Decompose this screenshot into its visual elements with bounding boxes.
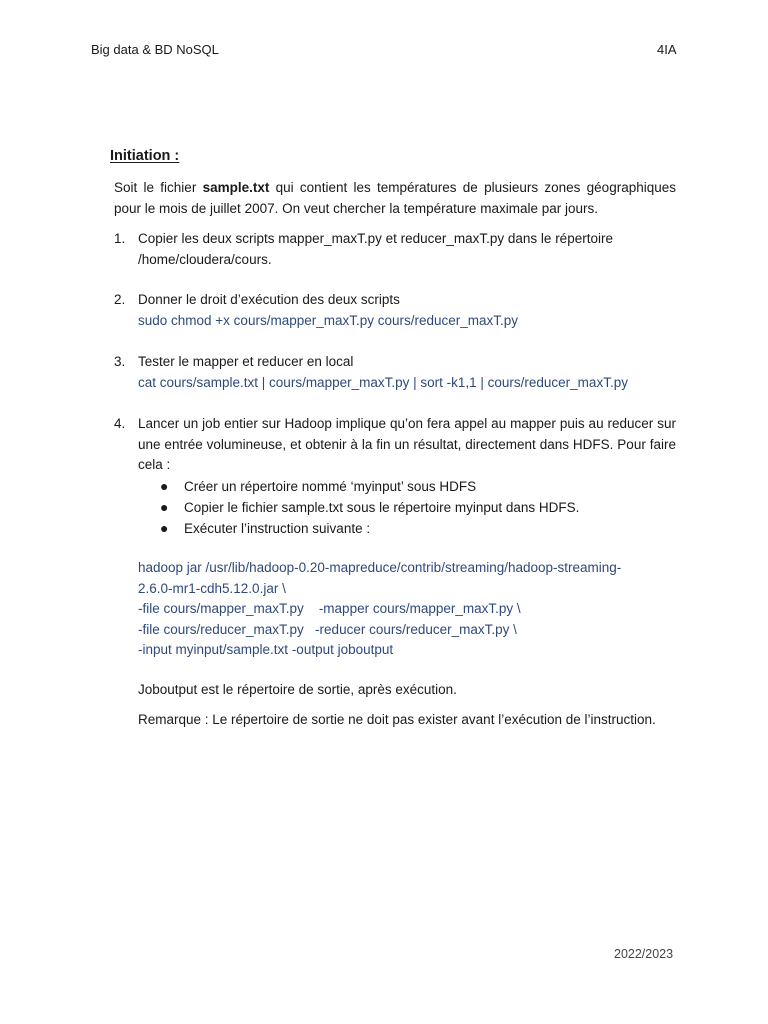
bullet-icon: ● xyxy=(160,519,169,536)
footer-year: 2022/2023 xyxy=(614,947,674,961)
list-item: ● Exécuter l’instruction suivante : xyxy=(138,518,676,539)
code-line: hadoop jar /usr/lib/hadoop-0.20-mapreduce/contrib/streaming/hadoop-streaming- xyxy=(138,560,622,575)
code-line: -file cours/mapper_maxT.py -mapper cours/mapper_maxT.py \ xyxy=(138,601,521,616)
intro-filename: sample.txt xyxy=(202,180,270,195)
remark-note: Remarque : Le répertoire de sortie ne doit pas exister avant l’exécution de l’instruction. xyxy=(138,712,656,727)
section-title: Initiation : xyxy=(110,148,180,164)
step-number: 1. xyxy=(114,231,126,246)
local-test-command: cat cours/sample.txt | cours/mapper_maxT.py | sort -k1,1 | cours/reducer_maxT.py xyxy=(138,374,628,390)
output-dir-note: Joboutput est le répertoire de sortie, après exécution. xyxy=(138,682,457,697)
step-4-text: Lancer un job entier sur Hadoop implique qu’on fera appel au mapper puis au reducer sur une entrée volumineuse, et obtenir à la fin un résultat, directement dans HDFS. Pour faire cela : xyxy=(138,416,676,472)
intro-prefix: Soit le fichier xyxy=(114,180,203,195)
step-1-line1: Copier les deux scripts mapper_maxT.py et reducer_maxT.py dans le répertoire xyxy=(138,231,613,246)
header-course-title: Big data & BD NoSQL xyxy=(91,42,219,57)
bullet-icon: ● xyxy=(160,498,169,515)
step-3-text: Tester le mapper et reducer en local xyxy=(138,354,354,369)
bullet-icon: ● xyxy=(160,477,169,494)
step-4-bullet-list xyxy=(138,476,676,539)
intro-paragraph xyxy=(114,178,676,219)
step-1-line2: /home/cloudera/cours. xyxy=(138,251,272,267)
list-item: ● Copier le fichier sample.txt sous le répertoire myinput dans HDFS. xyxy=(138,497,676,518)
header-class-label: 4IA xyxy=(657,42,677,57)
step-1 xyxy=(114,229,676,270)
intro-suffix: qui contient les températures de plusieurs zones géographiques pour le mois de juillet 2007. On veut chercher la température maximale par jours. xyxy=(114,180,676,216)
step-2 xyxy=(114,290,676,331)
hadoop-command-block xyxy=(138,558,678,661)
list-item: ● Créer un répertoire nommé ‘myinput’ sous HDFS xyxy=(138,476,676,497)
code-line: -input myinput/sample.txt -output joboutput xyxy=(138,642,394,657)
step-number: 3. xyxy=(114,354,126,369)
step-2-text: Donner le droit d’exécution des deux scripts xyxy=(138,292,400,307)
code-line: 2.6.0-mr1-cdh5.12.0.jar \ xyxy=(138,580,286,596)
step-4 xyxy=(114,414,676,539)
chmod-command: sudo chmod +x cours/mapper_maxT.py cours/reducer_maxT.py xyxy=(138,312,519,328)
step-number: 2. xyxy=(114,292,126,307)
step-number: 4. xyxy=(114,416,126,431)
step-3 xyxy=(114,352,676,393)
code-line: -file cours/reducer_maxT.py -reducer cours/reducer_maxT.py \ xyxy=(138,621,517,637)
